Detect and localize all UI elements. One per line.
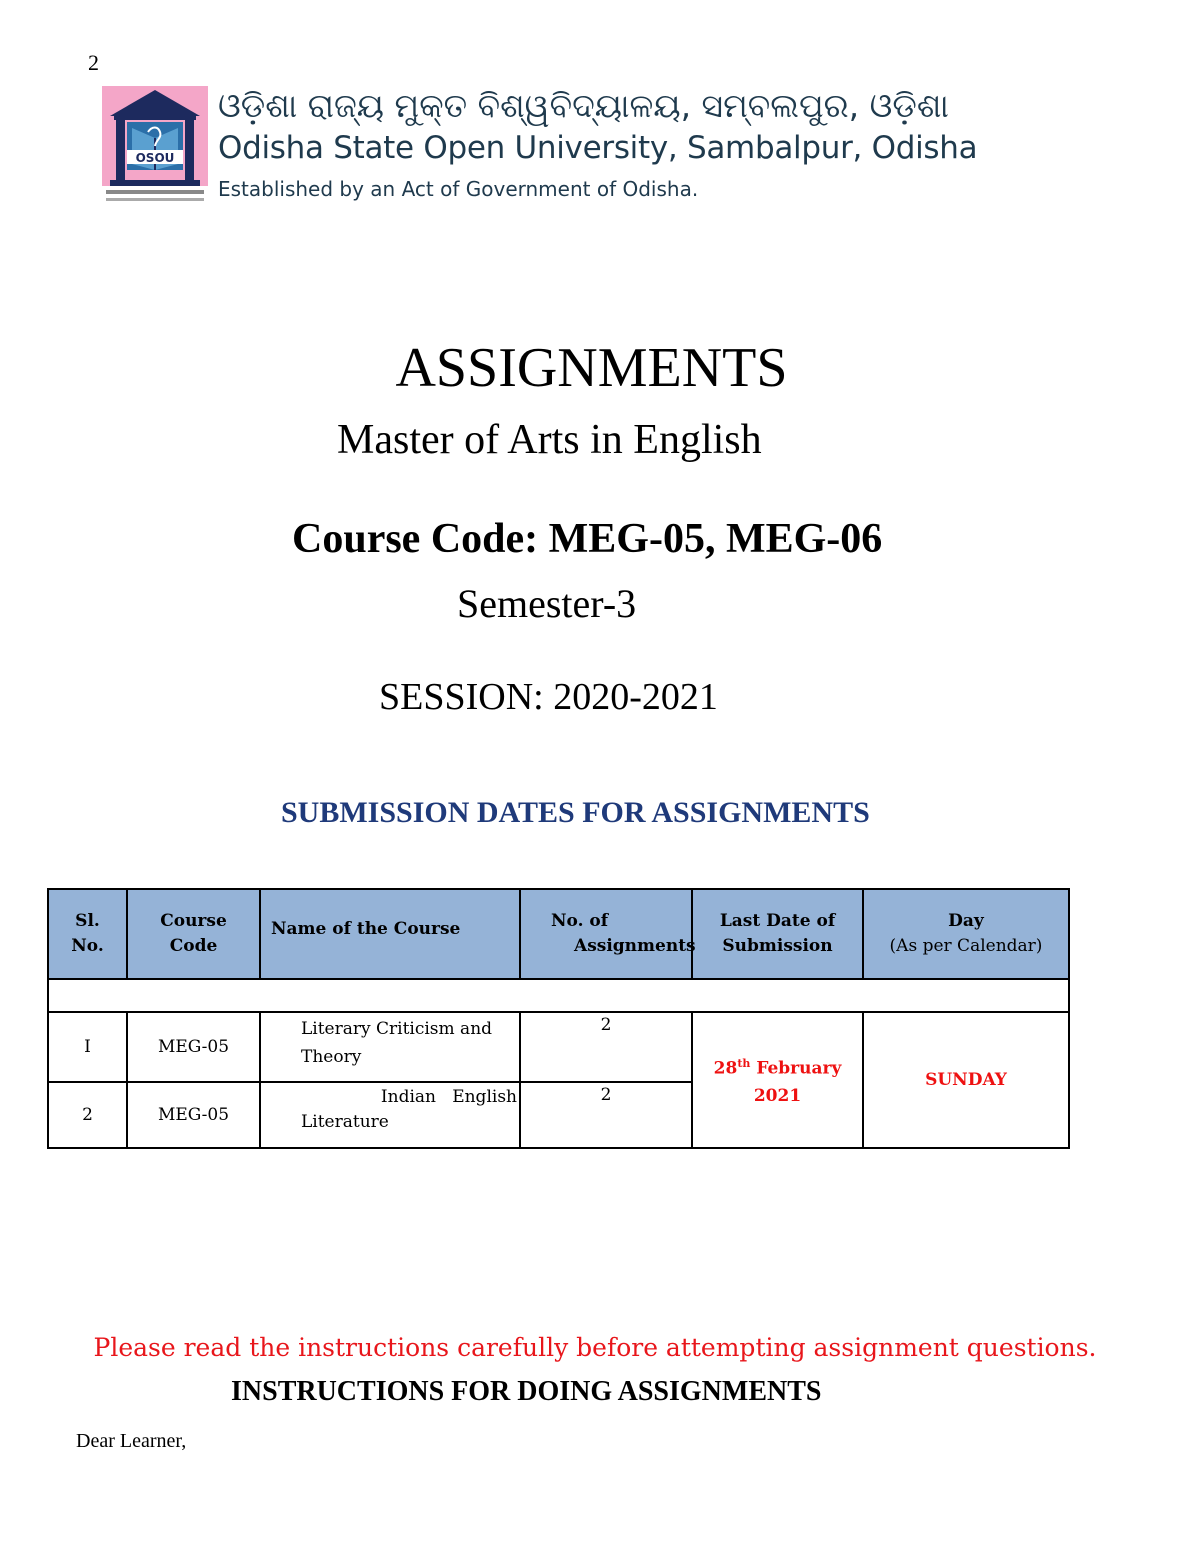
header-day: Day (As per Calendar) [863,889,1069,979]
cell-assignment-count: 2 [520,1012,692,1082]
header-sl-no: Sl. No. [48,889,127,979]
cell-sl-no: 2 [48,1082,127,1148]
course-code: Course Code: MEG-05, MEG-06 [292,516,883,562]
semester: Semester-3 [457,581,637,626]
cell-course-code: MEG-05 [127,1012,260,1082]
header-assignment-count: No. of Assignments [520,889,692,979]
cell-course-name: Indian English Literature [260,1082,520,1148]
program-name: Master of Arts in English [337,417,762,463]
university-name-english: Odisha State Open University, Sambalpur, Odisha [218,130,978,166]
cell-last-date: 28th February 2021 [692,1012,863,1148]
university-name-odia: ଓଡ଼ିଶା ରାଜ୍ୟ ମୁକ୍ତ ବିଶ୍ୱବିଦ୍ୟାଳୟ, ସମ୍ବଲପୁର, ଓଡ଼ିଶା [218,86,949,125]
document-title: ASSIGNMENTS [395,337,788,399]
header-course-code: Course Code [127,889,260,979]
logo-text: OSOU [135,151,175,165]
table-spacer-row [48,979,1069,1012]
university-established: Established by an Act of Government of Odisha. [218,177,699,201]
submission-table [47,888,1070,1149]
submission-heading: SUBMISSION DATES FOR ASSIGNMENTS [281,796,870,829]
header-last-date: Last Date of Submission [692,889,863,979]
page-number: 2 [88,50,99,75]
instructions-heading: INSTRUCTIONS FOR DOING ASSIGNMENTS [231,1376,822,1407]
cell-course-code: MEG-05 [127,1082,260,1148]
cell-assignment-count: 2 [520,1082,692,1148]
session: SESSION: 2020-2021 [379,676,718,718]
instructions-warning: Please read the instructions carefully before attempting assignment questions. [93,1333,1097,1362]
table-row [48,1012,1069,1082]
salutation: Dear Learner, [76,1430,187,1452]
cell-sl-no: I [48,1012,127,1082]
cell-course-name: Literary Criticism and Theory [260,1012,520,1082]
header-course-name: Name of the Course [260,889,520,979]
cell-day: SUNDAY [863,1012,1069,1148]
university-logo [102,86,208,206]
table-header-row [48,889,1069,979]
